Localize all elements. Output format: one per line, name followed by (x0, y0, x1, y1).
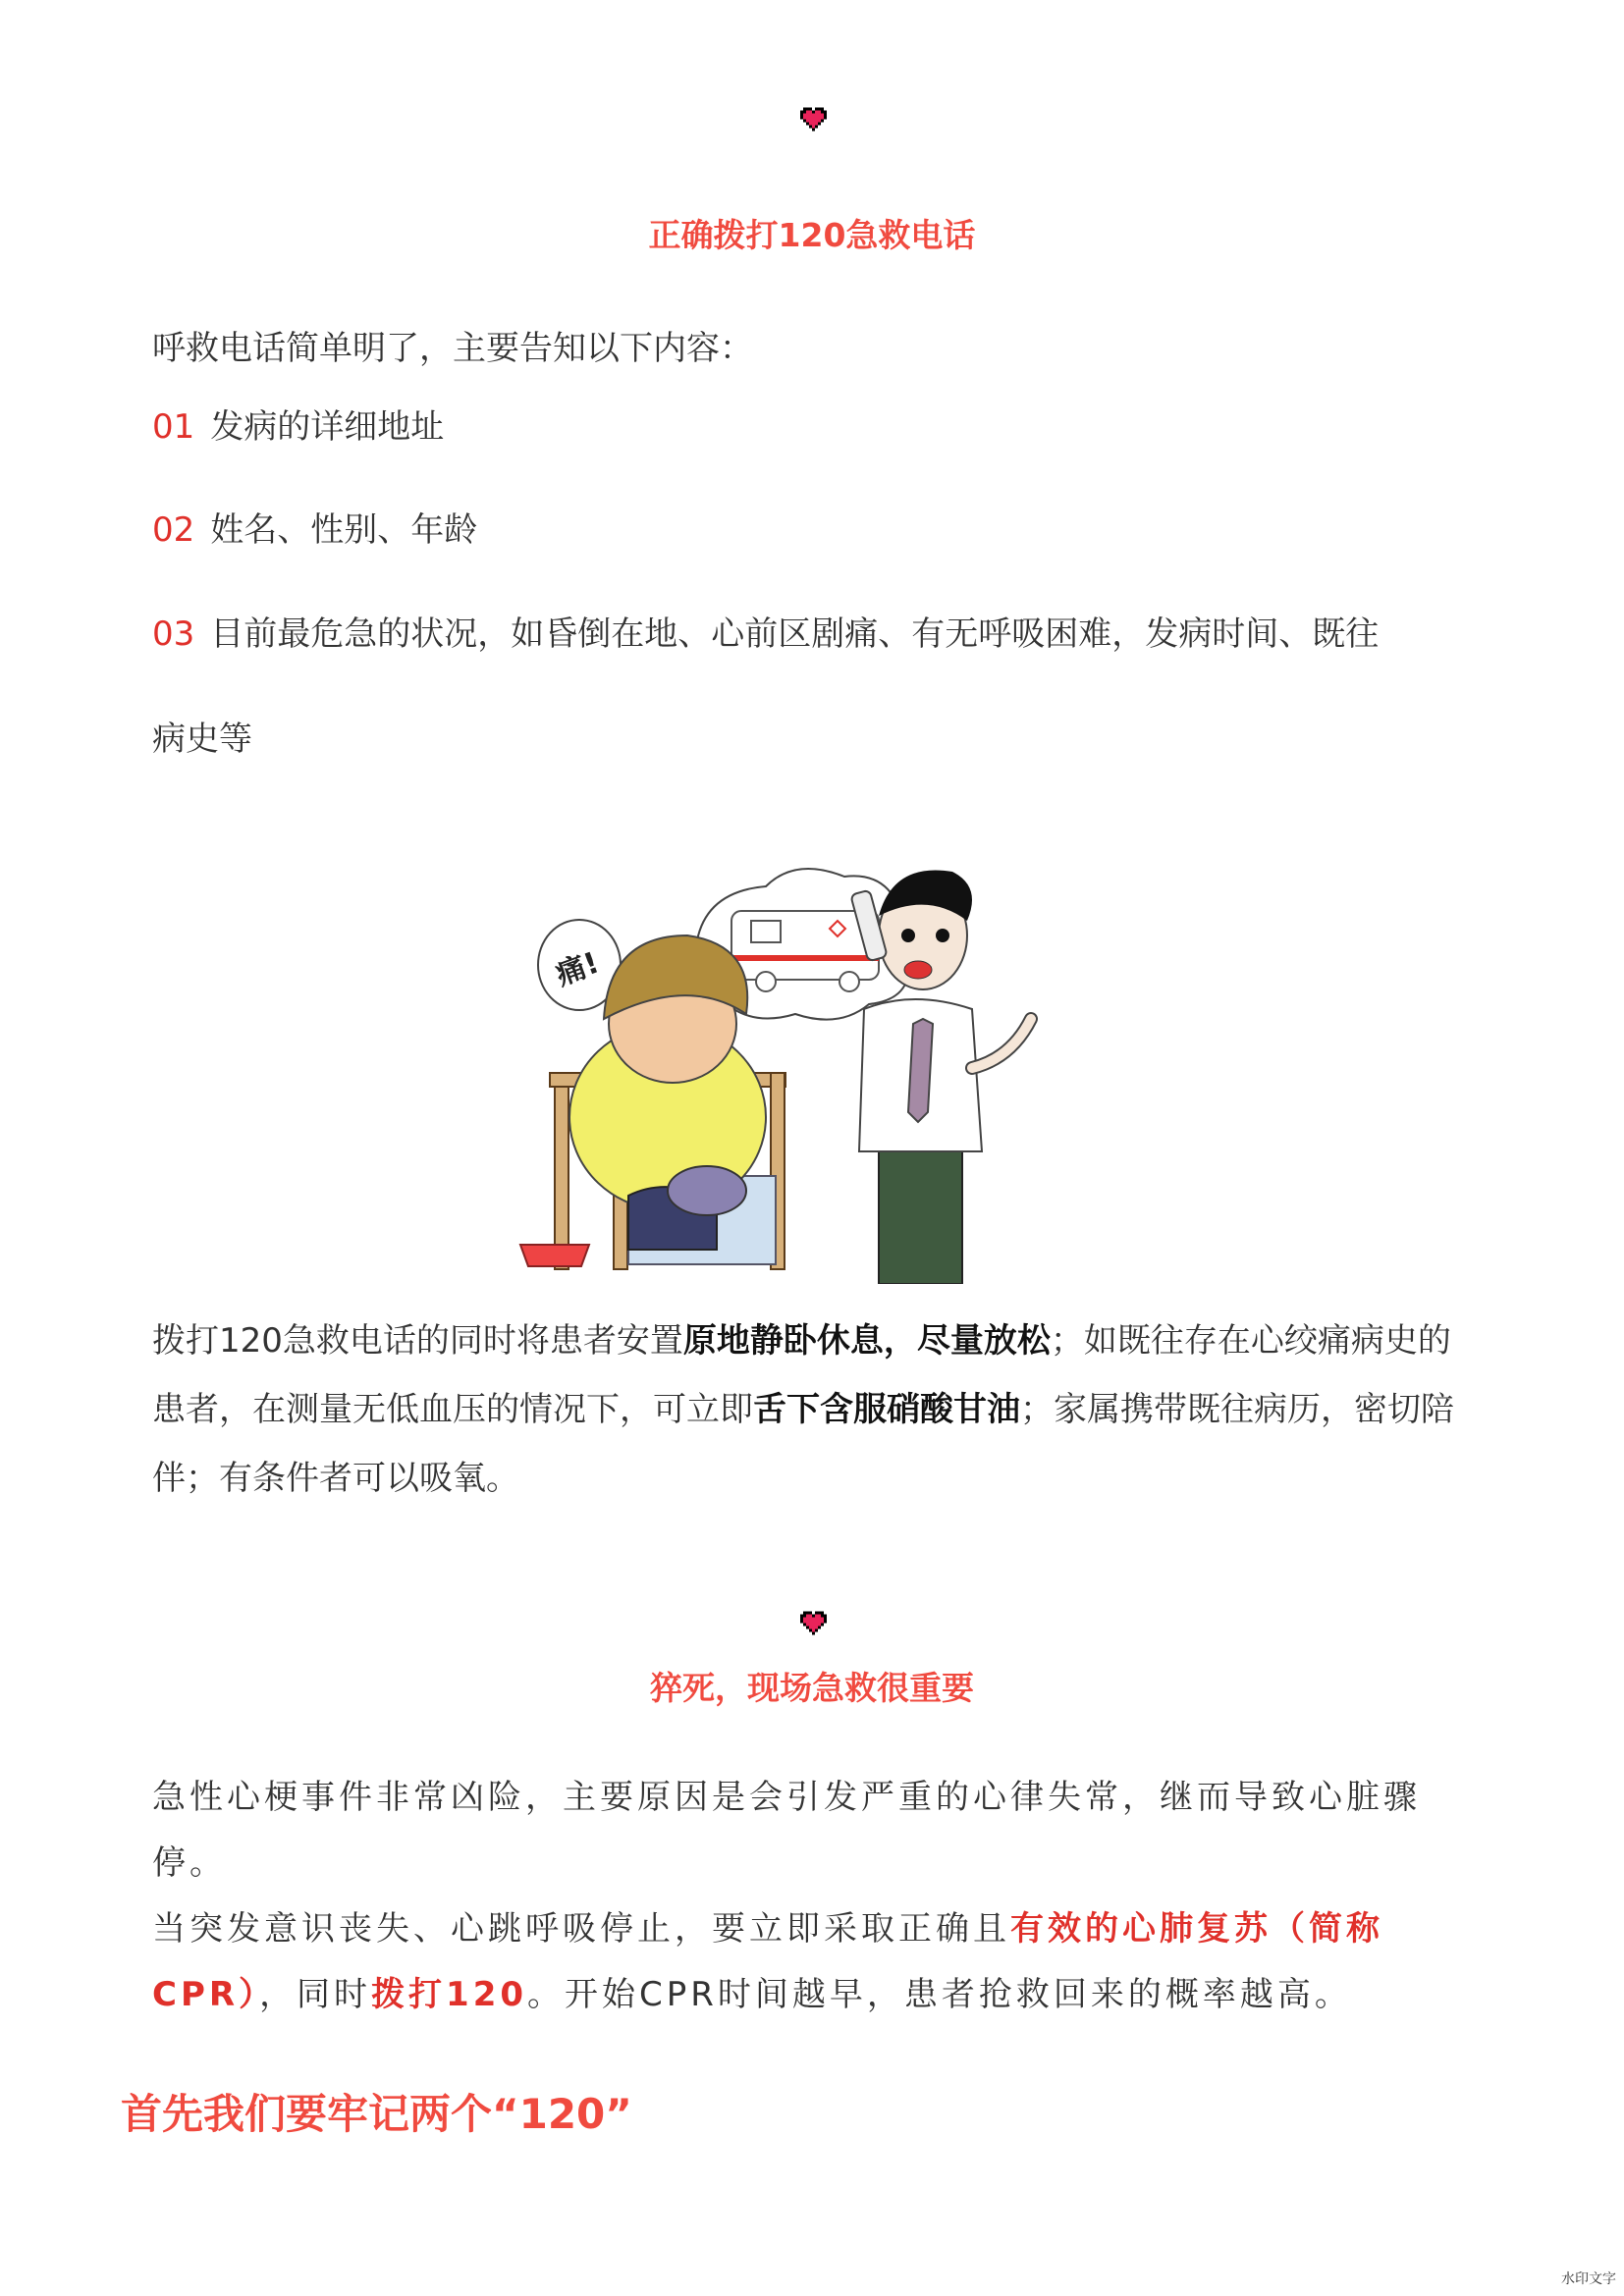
big-heading-two-120: 首先我们要牢记两个“120” (121, 2090, 632, 2138)
emphasis-nitroglycerin: 舌下含服硝酸甘油 (753, 1390, 1020, 1429)
mi-risk-paragraph: 急性心梗事件非常凶险，主要原因是会引发严重的心律失常，继而导致心脏骤停。 (152, 1778, 1421, 1883)
call-advice-paragraph: 拨打120急救电话的同时将患者安置原地静卧休息，尽量放松；如既往存在心绞痛病史的患者，在测量无低血压的情况下，可立即舌下含服硝酸甘油；家属携带既往病历，密切陪伴；有条件者可以吸氧。 (152, 1321, 1454, 1498)
list-item (152, 614, 1379, 654)
list-text: 姓名、性别、年龄 (210, 510, 478, 550)
section-title-sudden-death: 猝死，现场急救很重要 (650, 1669, 974, 1707)
pixel-heart-icon (800, 103, 830, 133)
section-title-call-120: 正确拨打120急救电话 (648, 216, 976, 254)
intro-text: 呼救电话简单明了，主要告知以下内容： (152, 329, 753, 368)
list-item-continuation: 病史等 (152, 720, 252, 759)
list-item (152, 407, 444, 447)
list-number: 03 (152, 614, 195, 654)
list-number: 01 (152, 407, 195, 447)
emphasis-call-120: 拨打120 (371, 1975, 528, 2014)
emergency-call-illustration (511, 852, 1119, 1284)
watermark: 水印文字 (1561, 2271, 1616, 2287)
list-number: 02 (152, 510, 195, 550)
cpr-paragraph: 当突发意识丧失、心跳呼吸停止，要立即采取正确且有效的心肺复苏（简称CPR），同时拨打120。开始CPR时间越早，患者抢救回来的概率越高。 (152, 1909, 1383, 2014)
emphasis-rest: 原地静卧休息，尽量放松 (682, 1321, 1051, 1361)
list-text: 目前最危急的状况，如昏倒在地、心前区剧痛、有无呼吸困难，发病时间、既往 (210, 614, 1380, 654)
list-item (152, 510, 477, 550)
emphasis-cpr: 有效的心肺复苏（简称CPR） (152, 1909, 1383, 2014)
speech-bubble-text: 痛! (551, 945, 604, 993)
pixel-heart-icon (800, 1607, 830, 1636)
list-text: 发病的详细地址 (210, 407, 445, 447)
